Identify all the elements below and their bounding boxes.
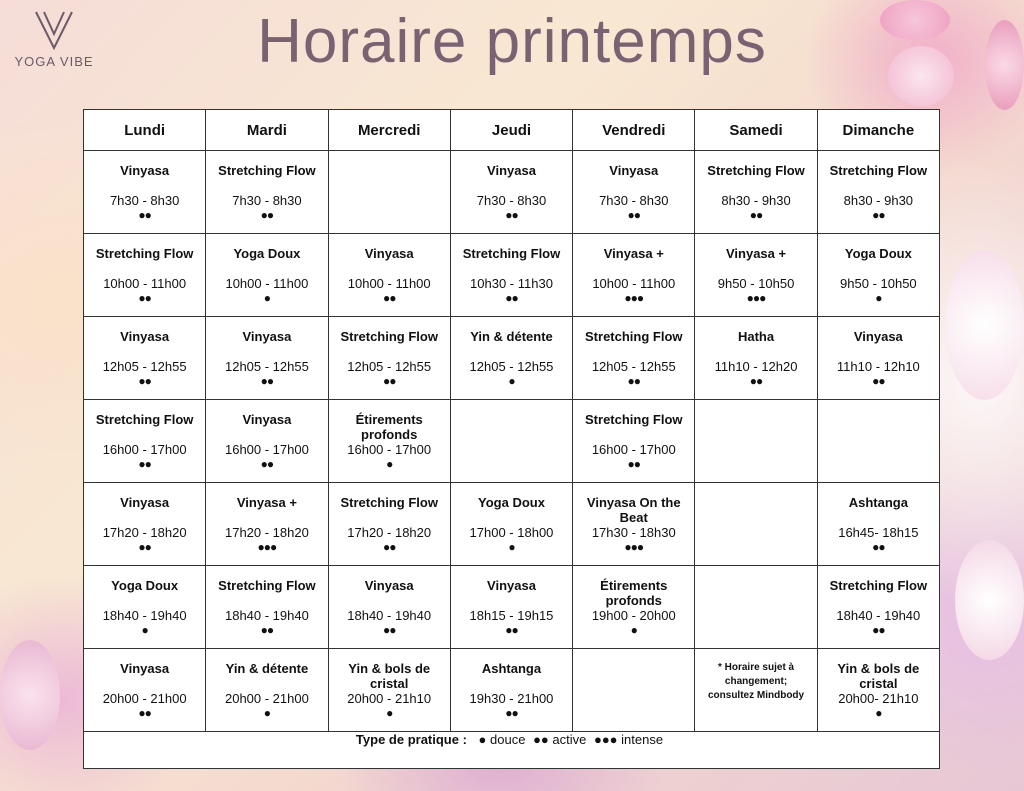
intensity-dots: ●● <box>382 540 396 554</box>
legend-label: Type de pratique : <box>355 732 467 747</box>
intensity-dots: ●●● <box>746 291 766 305</box>
class-time: 18h40 - 19h40 <box>102 608 187 623</box>
intensity-dots: ● <box>630 623 637 637</box>
empty-slot <box>450 400 572 483</box>
intensity-dots: ●● <box>872 374 885 388</box>
intensity-dots: ●● <box>872 208 885 222</box>
class-slot[interactable] <box>206 649 328 732</box>
class-slot[interactable] <box>206 317 328 400</box>
class-time: 12h05 - 12h55 <box>347 359 432 374</box>
class-name: Hatha <box>737 329 775 344</box>
class-name: Vinyasa <box>853 329 903 344</box>
intensity-dots: ● <box>263 706 271 720</box>
schedule-row <box>84 317 940 400</box>
intensity-dots: ●● <box>872 623 885 637</box>
class-time: 16h45- 18h15 <box>838 525 919 540</box>
intensity-dots: ●● <box>138 540 151 554</box>
intensity-dots: ●●● <box>624 291 644 305</box>
schedule-row <box>84 234 940 317</box>
class-time: 9h50 - 10h50 <box>840 276 917 291</box>
intensity-dots: ●● <box>505 623 518 637</box>
schedule-note <box>695 649 817 732</box>
class-name: Vinyasa <box>120 495 170 510</box>
class-name: Stretching Flow <box>218 578 316 593</box>
day-header: Jeudi <box>450 110 572 151</box>
class-name: Vinyasa <box>487 163 536 178</box>
intensity-dots: ●● <box>138 374 151 388</box>
class-slot[interactable] <box>450 317 572 400</box>
class-slot[interactable] <box>817 566 939 649</box>
class-time: 9h50 - 10h50 <box>717 276 795 291</box>
class-name: Vinyasa <box>120 163 170 178</box>
intensity-dots: ●● <box>260 208 274 222</box>
class-time: 20h00 - 21h10 <box>347 691 432 706</box>
intensity-dots: ●●● <box>624 540 644 554</box>
class-time: 17h00 - 18h00 <box>469 525 554 540</box>
class-name: Ashtanga <box>481 661 542 676</box>
class-slot[interactable] <box>206 400 328 483</box>
class-name: Yoga Doux <box>111 578 179 593</box>
class-slot[interactable] <box>84 400 206 483</box>
class-name: Stretching Flow <box>829 578 928 593</box>
class-time: 10h00 - 11h00 <box>592 276 676 291</box>
class-slot[interactable] <box>328 649 450 732</box>
intensity-dots: ● <box>508 540 515 554</box>
class-name: Stretching Flow <box>340 329 438 344</box>
class-name: Vinyasa + <box>236 495 297 510</box>
class-name: Étirements profonds <box>355 412 423 442</box>
class-slot[interactable] <box>84 151 206 234</box>
intensity-dots: ●● <box>382 291 396 305</box>
class-name: Stretching Flow <box>218 163 316 178</box>
page-title: Horaire printemps <box>257 7 767 76</box>
class-slot[interactable] <box>573 400 695 483</box>
intensity-dots: ● <box>875 291 882 305</box>
class-time: 12h05 - 12h55 <box>102 359 187 374</box>
class-time: 16h00 - 17h00 <box>224 442 309 457</box>
empty-slot <box>817 400 939 483</box>
class-slot[interactable] <box>695 151 817 234</box>
intensity-dots: ●● <box>505 706 518 720</box>
schedule-row <box>84 400 940 483</box>
class-time: 17h30 - 18h30 <box>591 525 676 540</box>
intensity-dots: ●● <box>627 457 641 471</box>
class-time: 7h30 - 8h30 <box>599 193 669 208</box>
class-time: 12h05 - 12h55 <box>591 359 676 374</box>
class-time: 12h05 - 12h55 <box>224 359 309 374</box>
schedule-row <box>84 566 940 649</box>
class-slot[interactable] <box>573 234 695 317</box>
class-name: Vinyasa <box>487 578 536 593</box>
intensity-dots: ●● <box>382 374 396 388</box>
brand-name: YOGA VIBE <box>14 54 94 69</box>
class-name: Stretching Flow <box>829 163 928 178</box>
class-slot[interactable] <box>450 234 572 317</box>
blossom-decoration <box>0 640 60 750</box>
class-name: Yoga Doux <box>233 246 301 261</box>
class-slot[interactable] <box>695 234 817 317</box>
legend-row <box>84 732 940 769</box>
class-slot[interactable] <box>817 649 939 732</box>
class-time: 12h05 - 12h55 <box>469 359 554 374</box>
intensity-dots: ●● <box>382 623 396 637</box>
blossom-decoration <box>945 250 1024 400</box>
class-slot[interactable] <box>84 566 206 649</box>
class-name: Vinyasa <box>242 329 292 344</box>
intensity-dots: ●● <box>260 623 274 637</box>
class-time: 19h30 - 21h00 <box>469 691 554 706</box>
intensity-dots: ●● <box>627 208 641 222</box>
intensity-dots: ●● <box>505 291 518 305</box>
schedule-row <box>84 649 940 732</box>
class-slot[interactable] <box>817 483 939 566</box>
class-slot[interactable] <box>206 483 328 566</box>
intensity-dots: ● <box>508 374 515 388</box>
day-header: Samedi <box>695 110 817 151</box>
class-name: Étirements profonds <box>600 578 668 608</box>
class-slot[interactable] <box>817 234 939 317</box>
class-slot[interactable] <box>206 566 328 649</box>
intensity-dots: ● <box>386 457 393 471</box>
class-name: Vinyasa <box>120 661 170 676</box>
intensity-dots: ●● <box>749 208 763 222</box>
note-text: * Horaire sujet à changement; consultez Mindbody <box>707 662 805 701</box>
class-name: Vinyasa + <box>725 246 787 261</box>
class-name: Ashtanga <box>848 495 908 510</box>
class-time: 10h00 - 11h00 <box>347 276 431 291</box>
class-time: 17h20 - 18h20 <box>347 525 432 540</box>
empty-slot <box>695 483 817 566</box>
day-header: Dimanche <box>817 110 939 151</box>
class-name: Yin & bols de cristal <box>348 661 431 691</box>
class-name: Vinyasa On the Beat <box>586 495 681 525</box>
schedule-body <box>84 151 940 732</box>
class-name: Stretching Flow <box>585 412 683 427</box>
class-slot[interactable] <box>84 483 206 566</box>
class-time: 20h00 - 21h00 <box>102 691 187 706</box>
class-name: Vinyasa + <box>603 246 664 261</box>
class-name: Yin & détente <box>225 661 309 676</box>
intensity-dots: ● <box>263 291 271 305</box>
day-header: Lundi <box>84 110 206 151</box>
intensity-dots: ●●● <box>257 540 277 554</box>
class-time: 19h00 - 20h00 <box>591 608 676 623</box>
class-name: Stretching Flow <box>95 246 194 261</box>
class-time: 10h30 - 11h30 <box>470 276 553 291</box>
class-time: 8h30 - 9h30 <box>721 193 791 208</box>
class-time: 18h40 - 19h40 <box>347 608 432 623</box>
intensity-dots: ●● <box>260 457 274 471</box>
intensity-dots: ●● <box>138 208 151 222</box>
intensity-dots: ●● <box>138 706 151 720</box>
class-slot[interactable] <box>206 151 328 234</box>
legend-item-active: ●● active <box>533 732 587 747</box>
intensity-dots: ●● <box>505 208 518 222</box>
empty-slot <box>328 151 450 234</box>
class-slot[interactable] <box>84 317 206 400</box>
class-time: 11h10 - 12h20 <box>714 359 798 374</box>
day-header: Mercredi <box>328 110 450 151</box>
class-name: Vinyasa <box>242 412 292 427</box>
class-slot[interactable] <box>817 151 939 234</box>
class-name: Vinyasa <box>120 329 170 344</box>
day-header: Vendredi <box>573 110 695 151</box>
intensity-dots: ● <box>141 623 148 637</box>
class-time: 16h00 - 17h00 <box>591 442 676 457</box>
empty-slot <box>695 400 817 483</box>
class-slot[interactable] <box>573 483 695 566</box>
class-slot[interactable] <box>206 234 328 317</box>
class-time: 18h15 - 19h15 <box>469 608 554 623</box>
schedule-row <box>84 151 940 234</box>
class-slot[interactable] <box>573 151 695 234</box>
class-name: Yoga Doux <box>844 246 912 261</box>
class-name: Vinyasa <box>364 578 414 593</box>
class-time: 10h00 - 11h00 <box>225 276 309 291</box>
class-time: 18h40 - 19h40 <box>224 608 309 623</box>
intensity-dots: ●● <box>260 374 274 388</box>
blossom-decoration <box>955 540 1024 660</box>
class-name: Yin & bols de cristal <box>837 661 920 691</box>
class-slot[interactable] <box>450 649 572 732</box>
empty-slot <box>695 566 817 649</box>
class-name: Vinyasa <box>364 246 414 261</box>
class-slot[interactable] <box>817 317 939 400</box>
class-name: Stretching Flow <box>340 495 438 510</box>
class-time: 17h20 - 18h20 <box>102 525 187 540</box>
class-name: Yin & détente <box>470 329 553 344</box>
legend-item-douce: ● douce <box>478 732 526 747</box>
class-slot[interactable] <box>450 566 572 649</box>
intensity-dots: ●● <box>138 457 151 471</box>
class-slot[interactable] <box>328 483 450 566</box>
class-time: 8h30 - 9h30 <box>843 193 914 208</box>
day-header: Mardi <box>206 110 328 151</box>
class-name: Stretching Flow <box>462 246 561 261</box>
class-slot[interactable] <box>84 649 206 732</box>
class-time: 16h00 - 17h00 <box>347 442 432 457</box>
class-time: 18h40 - 19h40 <box>836 608 921 623</box>
legend-item-intense: ●●● intense <box>593 732 664 747</box>
class-time: 16h00 - 17h00 <box>102 442 187 457</box>
class-time: 17h20 - 18h20 <box>224 525 309 540</box>
class-slot[interactable] <box>84 234 206 317</box>
class-slot[interactable] <box>328 234 450 317</box>
class-slot[interactable] <box>450 483 572 566</box>
empty-slot <box>573 649 695 732</box>
intensity-dots: ●● <box>627 374 641 388</box>
class-time: 20h00 - 21h00 <box>224 691 309 706</box>
class-time: 11h10 - 12h10 <box>836 359 920 374</box>
class-name: Vinyasa <box>609 163 659 178</box>
class-time: 10h00 - 11h00 <box>103 276 187 291</box>
class-name: Stretching Flow <box>585 329 683 344</box>
class-time: 7h30 - 8h30 <box>476 193 547 208</box>
class-slot[interactable] <box>573 317 695 400</box>
class-slot[interactable] <box>328 317 450 400</box>
class-name: Stretching Flow <box>707 163 805 178</box>
class-name: Yoga Doux <box>478 495 545 510</box>
intensity-dots: ●● <box>749 374 763 388</box>
class-time: 7h30 - 8h30 <box>109 193 180 208</box>
class-slot[interactable] <box>328 566 450 649</box>
intensity-dots: ●● <box>138 291 151 305</box>
legend <box>84 732 940 769</box>
class-slot[interactable] <box>573 566 695 649</box>
class-slot[interactable] <box>328 400 450 483</box>
class-slot[interactable] <box>450 151 572 234</box>
intensity-dots: ● <box>875 706 882 720</box>
schedule-row <box>84 483 940 566</box>
class-name: Stretching Flow <box>95 412 194 427</box>
class-time: 20h00- 21h10 <box>838 691 919 706</box>
class-time: 7h30 - 8h30 <box>232 193 302 208</box>
intensity-dots: ●● <box>872 540 885 554</box>
intensity-dots: ● <box>386 706 393 720</box>
schedule-table <box>83 109 940 769</box>
class-slot[interactable] <box>695 317 817 400</box>
day-header-row <box>84 110 940 151</box>
